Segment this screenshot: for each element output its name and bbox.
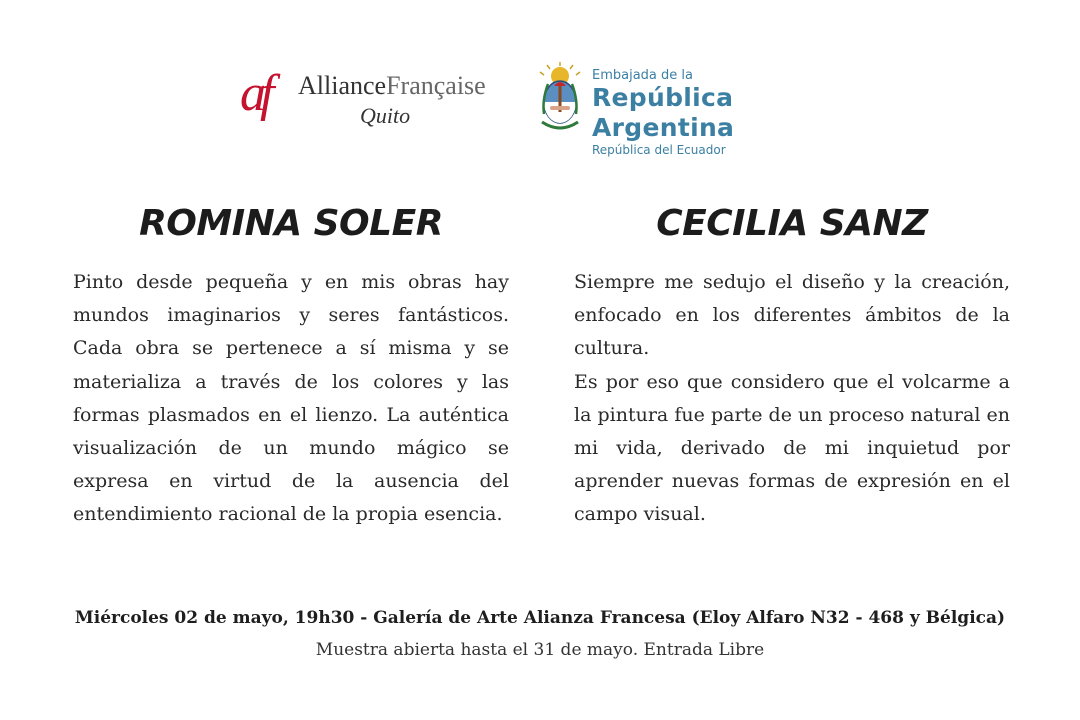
- artist-bio: [73, 266, 509, 532]
- event-details: Miércoles 02 de mayo, 19h30 - Galería de Arte Alianza Francesa (Eloy Alfaro N32 - 468 y Bélgica): [74, 608, 1006, 628]
- artist-name: CECILIA SANZ: [656, 203, 928, 244]
- bio-paragraph: Pinto desde pequeña y en mis obras hay mundos imaginarios y seres fantásticos. Cada obra se pertenece a sí misma y se materializa a través de los colores y las formas plasmados en el lienzo. La auténtica visualización de un mundo mágico se expresa en virtud de la ausencia del entendimiento racional de la propia esencia.: [73, 271, 509, 526]
- artist-column-left: [73, 200, 509, 532]
- embassy-logo: [538, 62, 878, 157]
- exhibition-note: Muestra abierta hasta el 31 de mayo. Entrada Libre: [315, 640, 765, 660]
- alliance-city: Quito: [360, 103, 411, 128]
- bio-paragraph: Siempre me sedujo el diseño y la creación, enfocado en los diferentes ámbitos de la cultura.: [574, 271, 1010, 360]
- argentina-coat-of-arms-icon: [538, 62, 582, 132]
- artist-name: ROMINA SOLER: [139, 203, 443, 244]
- alliance-francaise-logo: [240, 64, 510, 136]
- bio-paragraph: Es por eso que considero que el volcarme a la pintura fue parte de un proceso natural en mi vida, derivado de mi inquietud por aprender nuevas formas de expresión en el campo visual.: [574, 370, 1010, 526]
- alliance-name-b: Française: [386, 71, 486, 100]
- artist-bio: [574, 266, 1010, 532]
- embassy-line1: Embajada de la: [592, 68, 693, 83]
- alliance-name: [298, 72, 486, 100]
- alliance-name-a: Alliance: [298, 71, 387, 100]
- embassy-line3: República del Ecuador: [592, 143, 726, 157]
- logo-bar: [0, 58, 1080, 157]
- af-monogram: af: [240, 65, 269, 122]
- embassy-text: [592, 68, 878, 157]
- artist-column-right: [574, 200, 1010, 532]
- embassy-line2: República Argentina: [592, 83, 735, 142]
